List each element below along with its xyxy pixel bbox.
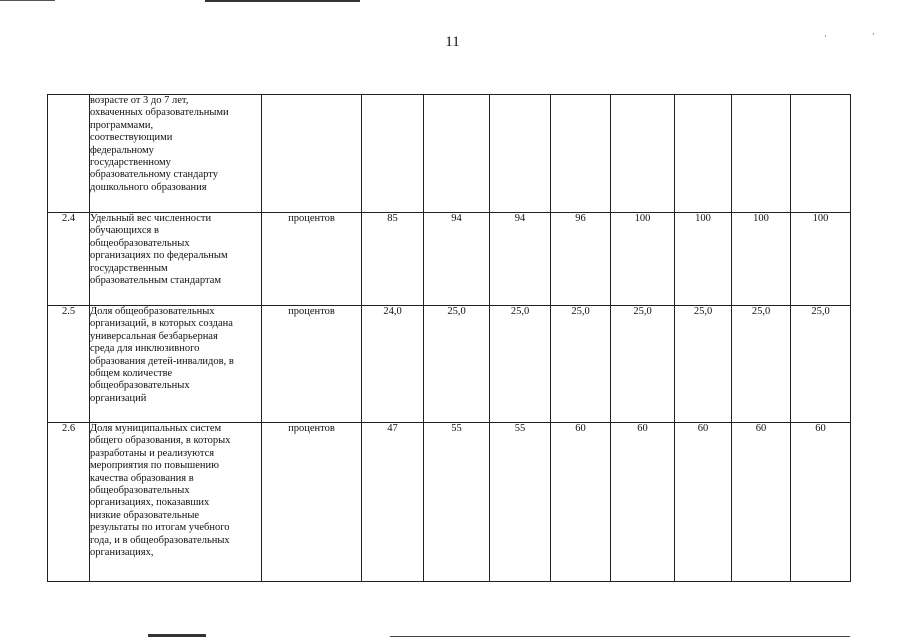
- value-cell: 25,0: [551, 306, 611, 423]
- page-number: 11: [445, 34, 460, 50]
- value-cell: 24,0: [362, 306, 424, 423]
- unit-cell: процентов: [262, 423, 362, 582]
- value-cell: [424, 95, 490, 213]
- scan-artifact-bottom-line: [390, 636, 850, 637]
- value-cell: 94: [424, 213, 490, 306]
- indicator-cell: [90, 306, 262, 423]
- indicators-table: [47, 94, 851, 582]
- value-cell: 100: [732, 213, 791, 306]
- value-cell: 25,0: [611, 306, 675, 423]
- indicator-cell: [90, 423, 262, 582]
- indicator-cell: [90, 95, 262, 213]
- value-cell: 60: [611, 423, 675, 582]
- value-cell: 47: [362, 423, 424, 582]
- value-cell: 100: [791, 213, 851, 306]
- indicator-text: Доля общеобразовательных организаций, в которых создана универсальная безбарьерная среда для инклюзивного образования детей-инвалидов, в общем количестве общеобразовательных организаций: [90, 306, 234, 404]
- indicator-cell: [90, 213, 262, 306]
- table-row: [48, 213, 851, 306]
- value-cell: 25,0: [791, 306, 851, 423]
- value-cell: 25,0: [424, 306, 490, 423]
- value-cell: 100: [675, 213, 732, 306]
- row-number: 2.5: [48, 306, 90, 423]
- value-cell: 25,0: [675, 306, 732, 423]
- scan-speck: ·: [824, 31, 827, 41]
- row-number: 2.4: [48, 213, 90, 306]
- scan-artifact-bottom: [148, 634, 206, 637]
- indicator-text: Удельный вес численности обучающихся в общеобразовательных организациях по федеральным государственным образовательным стандартам: [90, 213, 228, 287]
- value-cell: 85: [362, 213, 424, 306]
- value-cell: [791, 95, 851, 213]
- scan-artifact-top: [205, 0, 360, 2]
- value-cell: [732, 95, 791, 213]
- value-cell: 100: [611, 213, 675, 306]
- value-cell: 94: [490, 213, 551, 306]
- value-cell: 60: [791, 423, 851, 582]
- value-cell: 60: [551, 423, 611, 582]
- unit-cell: процентов: [262, 213, 362, 306]
- table-row: [48, 423, 851, 582]
- value-cell: 60: [732, 423, 791, 582]
- table-row: [48, 95, 851, 213]
- unit-cell: процентов: [262, 306, 362, 423]
- value-cell: [490, 95, 551, 213]
- value-cell: 25,0: [732, 306, 791, 423]
- indicator-text: возрасте от 3 до 7 лет, охваченных образовательными программами, соотвествующими федеральному государственному образовательному стандарту дошкольного образования: [90, 95, 229, 193]
- value-cell: [611, 95, 675, 213]
- scan-speck: ·: [872, 29, 875, 39]
- row-number: [48, 95, 90, 213]
- unit-cell: [262, 95, 362, 213]
- indicator-text: Доля муниципальных систем общего образования, в которых разработаны и реализуются мероприятия по повышению качества образования в общеобразовательных организациях, показавших низкие образовательные результаты по итогам учебного года, и в общеобразовательных организациях,: [90, 423, 231, 559]
- scan-artifact-top-left: [0, 0, 55, 1]
- value-cell: 55: [424, 423, 490, 582]
- value-cell: 55: [490, 423, 551, 582]
- row-number: 2.6: [48, 423, 90, 582]
- value-cell: [675, 95, 732, 213]
- value-cell: 60: [675, 423, 732, 582]
- table-row: [48, 306, 851, 423]
- value-cell: [362, 95, 424, 213]
- value-cell: 25,0: [490, 306, 551, 423]
- value-cell: [551, 95, 611, 213]
- value-cell: 96: [551, 213, 611, 306]
